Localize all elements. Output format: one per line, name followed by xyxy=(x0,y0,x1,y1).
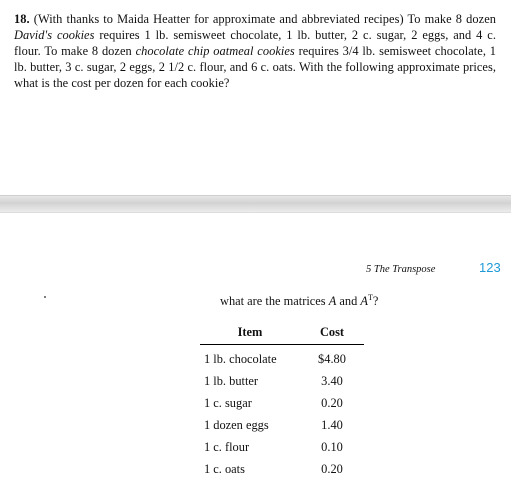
price-table-header xyxy=(200,322,364,345)
cost-cell: 3.40 xyxy=(321,373,343,388)
table-row xyxy=(200,414,364,436)
problem-number: 18. xyxy=(14,12,30,26)
price-table xyxy=(200,322,364,480)
cost-cell: 0.10 xyxy=(321,439,343,454)
table-row xyxy=(200,392,364,414)
item-cell: 1 lb. butter xyxy=(204,373,259,388)
problem-18-text xyxy=(14,11,496,91)
table-row xyxy=(200,370,364,392)
cost-cell: 0.20 xyxy=(321,395,343,410)
item-cell: 1 lb. chocolate xyxy=(204,351,277,366)
question-suffix: ? xyxy=(372,294,379,308)
recipe-name: chocolate chip oatmeal cookies xyxy=(135,44,295,58)
problem-body xyxy=(14,12,496,90)
item-cell: 1 c. oats xyxy=(204,461,245,476)
table-row xyxy=(200,458,364,480)
table-row xyxy=(200,436,364,458)
stray-dot-mark xyxy=(44,296,46,298)
transpose-superscript: T xyxy=(367,293,373,302)
problem-text-run: (With thanks to Maida Heatter for approximate and abbreviated recipes) To make 8 dozen xyxy=(33,12,496,26)
matrices-question xyxy=(220,293,378,309)
matrix-a-transpose: A xyxy=(360,294,368,308)
header-cost: Cost xyxy=(300,322,364,345)
question-mid: and xyxy=(336,294,361,308)
page-number: 123 xyxy=(479,260,501,275)
problem-text-run: requires 1 lb. semisweet chocolate, 1 lb. butter, 2 c. sugar, 2 eggs, and 4 c. flour. To make 8 dozen xyxy=(14,28,496,58)
item-cell: 1 dozen eggs xyxy=(204,417,269,432)
cost-cell: 0.20 xyxy=(321,461,343,476)
header-item: Item xyxy=(200,322,300,345)
cost-cell: 1.40 xyxy=(321,417,343,432)
item-cell: 1 c. flour xyxy=(204,439,250,454)
cost-cell: $4.80 xyxy=(318,351,346,366)
page-break-divider xyxy=(0,195,511,213)
item-cell: 1 c. sugar xyxy=(204,395,252,410)
recipe-name: David's cookies xyxy=(14,28,95,42)
question-prefix: what are the matrices xyxy=(220,294,329,308)
running-head: 5 The Transpose xyxy=(366,264,436,275)
table-row xyxy=(200,345,364,371)
matrix-a: A xyxy=(328,294,337,308)
problem-text-run: requires 3/4 lb. semisweet chocolate, 1 lb. butter, 3 c. sugar, 2 eggs, 2 1/2 c. flour, and 6 c. oats. With the following approximate prices, what is the cost per dozen for each cookie? xyxy=(14,44,496,90)
